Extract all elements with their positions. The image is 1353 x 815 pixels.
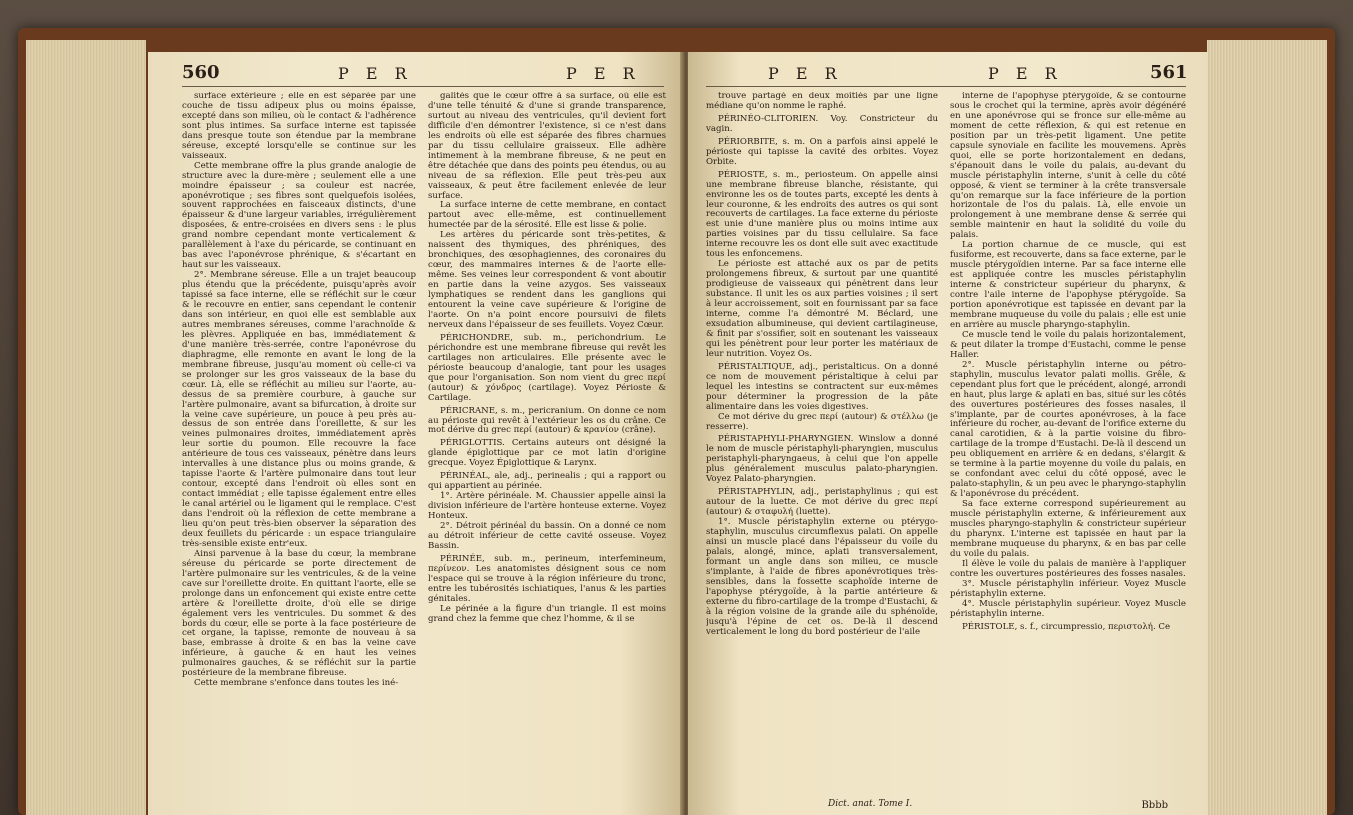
left-page [148, 52, 684, 815]
text-paragraph: Sa face externe correspond supérieurement au muscle péristaphylin externe, & inférieurement aux muscles pharyngo-staphylin & constricteur supérieur du pharynx. L'interne est tapissée en haut par la membrane muqueuse du pharynx, & en bas par celle du voile du palais. [950, 499, 1186, 559]
right-column-1 [706, 92, 938, 812]
entry-headword-paragraph: PÉRINÉE, sub. m., perineum, interfemineum, περίνεον. Les anatomistes désignent sous ce nom l'espace qui se trouve à la région inférieure du tronc, entre les tubérosités ischiatiques, l'anus & les parties génitales. [428, 553, 666, 604]
right-running-header [688, 62, 1208, 86]
page-edges-right [1207, 40, 1327, 815]
text-paragraph: Cette membrane s'enfonce dans toutes les iné- [194, 678, 399, 689]
text-paragraph: trouve partagé en deux moitiés par une ligne médiane qu'on nomme le raphé. [706, 92, 938, 111]
text-paragraph: Ce muscle tend le voile du palais horizontalement, & peut dilater la trompe d'Eustachi, comme le pense Haller. [950, 329, 1186, 360]
text-paragraph: galités que le cœur offre à sa surface, où elle est d'une telle ténuité & d'une si grande transparence, surtout au niveau des ventricules, qu'il devient fort difficile d'en démontrer l'existence, si ce n'est dans les endroits où elle est séparée des fibres charnues par du tissu cellulaire graisseux. Elle adhère intimement à la membrane fibreuse, & ne peut en être détachée que dans des points peu étendus, ou au niveau de sa réflexion. Elle peut très-peu aux vaisseaux, & peut être facilement enlevée de leur surface. [428, 92, 666, 201]
left-running-head-2: P E R [566, 64, 641, 83]
right-page [688, 52, 1208, 815]
entry-headword-paragraph: PÉRIGLOTTIS. Certains auteurs ont désigné la glande épiglottique par ce mot latin d'origine grecque. Voyez Épiglottique & Larynx. [428, 438, 666, 469]
page-edges-left [26, 40, 146, 815]
left-running-head-1: P E R [338, 64, 413, 83]
text-paragraph: Cette membrane offre la plus grande analogie de structure avec la dure-mère ; seulement elle a une moindre épaisseur ; sa couleur est nacrée, aponévrotique ; ses fibres sont quelquefois isolées, souvent rapprochées en faisceaux distincts, d'une épaisseur & d'une largeur variables, irrégulièrement disposées, & entre-croisées en divers sens : le plus grand nombre cependant monte verticalement & parallèlement à l'axe du péricarde, se continuant en bas avec l'aponévrose phrénique, & s'écartant en haut sur les vaisseaux. [182, 160, 416, 271]
entry-headword-paragraph: PÉRICHONDRE, sub. m., perichondrium. Le périchondre est une membrane fibreuse qui revêt les cartilages non articulaires. Elle présente avec le périoste beaucoup d'analogie, tant pour les usages que pour l'organisation. Son nom vient du grec περί (autour) & χόνδρος (cartilage). Voyez Périoste & Cartilage. [428, 332, 666, 403]
text-paragraph: La portion charnue de ce muscle, qui est fusiforme, est recouverte, dans sa face externe, par le muscle ptérygoïdien interne. Par sa face interne elle est appliquée contre les muscles péristaphylin interne & constricteur supérieur du pharynx, & contre l'aile interne de l'apophyse ptérygoïde. Sa portion aponévrotique est tapissée en devant par la membrane muqueuse du voile du palais ; elle est unie en arrière au muscle pharyngo-staphylin. [950, 240, 1186, 330]
text-paragraph: 2°. Membrane séreuse. Elle a un trajet beaucoup plus étendu que la précédente, puisqu'après avoir tapissé sa face interne, elle se réfléchit sur le cœur & le recouvre en entier, sans cependant le contenir dans son intérieur, en quoi elle est semblable aux autres membranes séreuses, comme l'arachnoïde & les plèvres. Appliquée en bas, immédiatement & d'une manière très-serrée, contre l'aponévrose du diaphragme, elle remonte en avant le long de la membrane fibreuse, jusqu'au moment où celle-ci va se prolonger sur les gros vaisseaux de la base du cœur. Là, elle se réfléchit au milieu sur l'aorte, au-dessus de sa première courbure, à gauche sur l'artère pulmonaire, avant sa bifurcation, à droite sur la veine cave supérieure, un pouce à peu près au-dessus de son entrée dans l'oreillette, & sur les veines pulmonaires droites, immédiatement après leur sortie du poumon. Elle recouvre la face antérieure de tous ces vaisseaux, pénètre dans leurs intervalles à une distance plus ou moins grande, & tapisse l'aorte & l'artère pulmonaire dans tout leur contour, excepté dans l'endroit où elles sont en contact immédiat ; elle tapisse également entre elles le canal artériel ou le ligament qui le remplace. C'est dans l'endroit où la réflexion de cette membrane a lieu qu'on peut très-bien observer la séparation des deux feuillets du péricarde : un espace triangulaire très-sensible existe entr'eux. [182, 270, 416, 549]
right-page-number: 561 [1150, 62, 1188, 83]
text-paragraph: 3°. Muscle péristaphylin inférieur. Voyez Muscle péristaphylin externe. [950, 578, 1186, 599]
text-paragraph: surface extérieure ; elle en est séparée par une couche de tissu adipeux plus ou moins épaisse, excepté dans son milieu, où le contact & l'adhérence sont plus intimes. Sa surface interne est tapissée dans presque toute son étendue par la membrane séreuse, excepté lorsqu'elle se continue sur les vaisseaux. [182, 92, 416, 161]
right-running-head-1: P E R [768, 64, 843, 83]
left-column-2 [428, 92, 666, 812]
text-paragraph: interne de l'apophyse ptérygoïde, & se contourne sous le crochet qui la termine, après avoir dégénéré en une aponévrose qui se fronce sur elle-même au moment de cette réflexion, & qui est retenue en position par un très-petit ligament. Une petite capsule synoviale en facilite les mouvemens. Après quoi, elle se porte horizontalement en dedans, s'épanouit dans le voile du palais, au-devant du muscle péristaphylin interne, s'unit à celle du côté opposé, & vient se terminer à la crête transversale qu'on remarque sur la face inférieure de la portion horizontale de l'os du palais. Là, elle envoie un prolongement à une membrane dense & serrée qui semble maintenir en haut la solidité du voile du palais. [950, 92, 1186, 241]
text-paragraph: Ce mot dérive du grec περί (autour) & στέλλω (je resserre). [706, 411, 938, 432]
right-header-rule [706, 86, 1186, 87]
left-running-header [148, 62, 684, 86]
entry-headword-paragraph: PÉRISTALTIQUE, adj., peristalticus. On a donné ce nom de mouvement péristaltique à celui par lequel les intestins se contractent sur eux-mêmes pour déterminer la progression de la pâte alimentaire dans les voies digestives. [706, 361, 938, 412]
signature-mark: Bbbb [1141, 800, 1168, 811]
text-paragraph: Le périnée a la figure d'un triangle. Il est moins grand chez la femme que chez l'homme, & il se [428, 603, 666, 624]
text-paragraph: La surface interne de cette membrane, en contact partout avec elle-même, est continuellement humectée par de la sérosité. Elle est lisse & polie. [428, 200, 666, 231]
entry-headword-paragraph: PÉRISTAPHYLI-PHARYNGIEN. Winslow a donné le nom de muscle péristaphyli-pharyngien, musculus peristaphyli-pharyngaeus, à celui que l'on appelle plus généralement musculus palato-pharyngien. Voyez Palato-pharyngien. [706, 434, 938, 485]
entry-headword-paragraph: PÉRINÉAL, ale, adj., perinealis ; qui a rapport ou qui appartient au périnée. [428, 471, 666, 492]
text-paragraph: Le périoste est attaché aux os par de petits prolongemens fibreux, & surtout par une quantité prodigieuse de vaisseaux qui pénètrent dans leur substance. Il unit les os aux parties voisines ; il sert à leur accroissement, soit en fournissant par sa face interne, comme l'a démontré M. Béclard, une exsudation albumineuse, qui devient cartilagineuse, & finit par s'ossifier, soit en soutenant les vaisseaux qui les pénètrent pour leur porter les matériaux de leur nutrition. Voyez Os. [706, 259, 938, 359]
text-paragraph: 2°. Muscle péristaphylin interne ou pétro-staphylin, musculus levator palati mollis. Grêle, & cependant plus fort que le précédent, alongé, arrondi en haut, plus large & aplati en bas, situé sur les côtés des ouvertures postérieures des fosses nasales, il s'implante, par de courtes aponévroses, à la face inférieure du rocher, au-devant de l'orifice externe du canal carotidien, & à la partie voisine du fibro-cartilage de la trompe d'Eustachi. De-là il descend un peu obliquement en arrière & en dedans, s'élargit & se termine à la partie moyenne du voile du palais, en se confondant avec celui du côté opposé, avec le palato-staphylin, & un peu avec le pharyngo-staphylin & l'aponévrose du précédent. [950, 359, 1186, 500]
right-running-head-2: P E R [988, 64, 1063, 83]
entry-headword-paragraph: PÉRISTAPHYLIN, adj., peristaphylinus ; qui est autour de la luette. Ce mot dérive du grec περί (autour) & σταφυλή (luette). [706, 487, 938, 518]
text-paragraph: 1°. Muscle péristaphylin externe ou ptérygo-staphylin, musculus circumflexus palati. On appelle ainsi un muscle placé dans l'épaisseur du voile du palais, alongé, mince, aplati transversalement, formant un angle dans son milieu, ce muscle s'implante, à l'aide de fibres aponévrotiques très-sensibles, dans la fossette scaphoïde interne de l'apophyse ptérygoïde, à la partie antérieure & externe du fibro-cartilage de la trompe d'Eustachi, & à la région voisine de la grande aile du sphénoïde, jusqu'à l'épine de cet os. De-là il descend verticalement le long du bord postérieur de l'aile [706, 517, 938, 637]
text-paragraph: Les artères du péricarde sont très-petites, & naissent des thymiques, des phréniques, des bronchiques, des œsophagiennes, des coronaires du cœur, des mammaires internes & de l'aorte elle-même. Ses veines leur correspondent & vont aboutir en partie dans la veine azygos. Ses vaisseaux lymphatiques se rendent dans les ganglions qui entourent la veine cave supérieure & l'origine de l'aorte. On n'a point encore poursuivi de filets nerveux dans l'épaisseur de ses feuillets. Voyez Cœur. [428, 230, 666, 330]
entry-headword-paragraph: PÉRIORBITE, s. m. On a parfois ainsi appelé le périoste qui tapisse la cavité des orbites. Voyez Orbite. [706, 136, 938, 167]
left-header-rule [182, 86, 664, 87]
text-paragraph: Il élève le voile du palais de manière à l'appliquer contre les ouvertures postérieures des fosses nasales. [950, 558, 1186, 579]
right-column-2 [950, 92, 1186, 812]
left-page-number: 560 [182, 62, 220, 83]
footer-tome: Dict. anat. Tome I. [828, 799, 913, 809]
text-paragraph: 1°. Artère périnéale. M. Chaussier appelle ainsi la division inférieure de l'artère honteuse externe. Voyez Honteux. [428, 491, 666, 522]
entry-headword-paragraph: PÉRINÉO-CLITORIEN. Voy. Constricteur du vagin. [706, 113, 938, 134]
text-paragraph: Ainsi parvenue à la base du cœur, la membrane séreuse du péricarde se porte directement de l'artère pulmonaire sur les ventricules, & de la veine cave sur l'oreillette droite. En quittant l'aorte, elle se prolonge dans un enfoncement qui existe entre cette artère & l'oreillette droite, d'où elle se dirige également vers les ventricules. Du sommet & des bords du cœur, elle se porte à la face postérieure de cet organe, la tapisse, remonte de nouveau à sa base, embrasse à droite & en bas la veine cave inférieure, à gauche & en haut les veines pulmonaires gauches, & se réfléchit sur la partie postérieure de la membrane fibreuse. [182, 548, 416, 679]
entry-headword-paragraph: PÉRIOSTE, s. m., periosteum. On appelle ainsi une membrane fibreuse blanche, résistante, qui environne les os de toutes parts, excepté les dents à leur couronne, & les endroits des autres os qui sont recouverts de cartilages. La face externe du périoste est unie d'une manière plus ou moins intime aux parties voisines par du tissu cellulaire. Sa face interne recouvre les os dont elle suit avec exactitude tous les enfoncemens. [706, 169, 938, 260]
left-column-1 [182, 92, 416, 812]
entry-headword-paragraph: PÉRICRANE, s. m., pericranium. On donne ce nom au périoste qui revêt à l'extérieur les os du crâne. Ce mot dérive du grec περί (autour) & κρανίον (crâne). [428, 405, 666, 436]
text-paragraph: 2°. Détroit périnéal du bassin. On a donné ce nom au détroit inférieur de cette cavité osseuse. Voyez Bassin. [428, 521, 666, 551]
text-paragraph: 4°. Muscle péristaphylin supérieur. Voyez Muscle péristaphylin interne. [950, 598, 1186, 619]
entry-headword-paragraph: PÉRISTOLE, s. f., circumpressio, περιστολή. Ce [962, 621, 1171, 632]
